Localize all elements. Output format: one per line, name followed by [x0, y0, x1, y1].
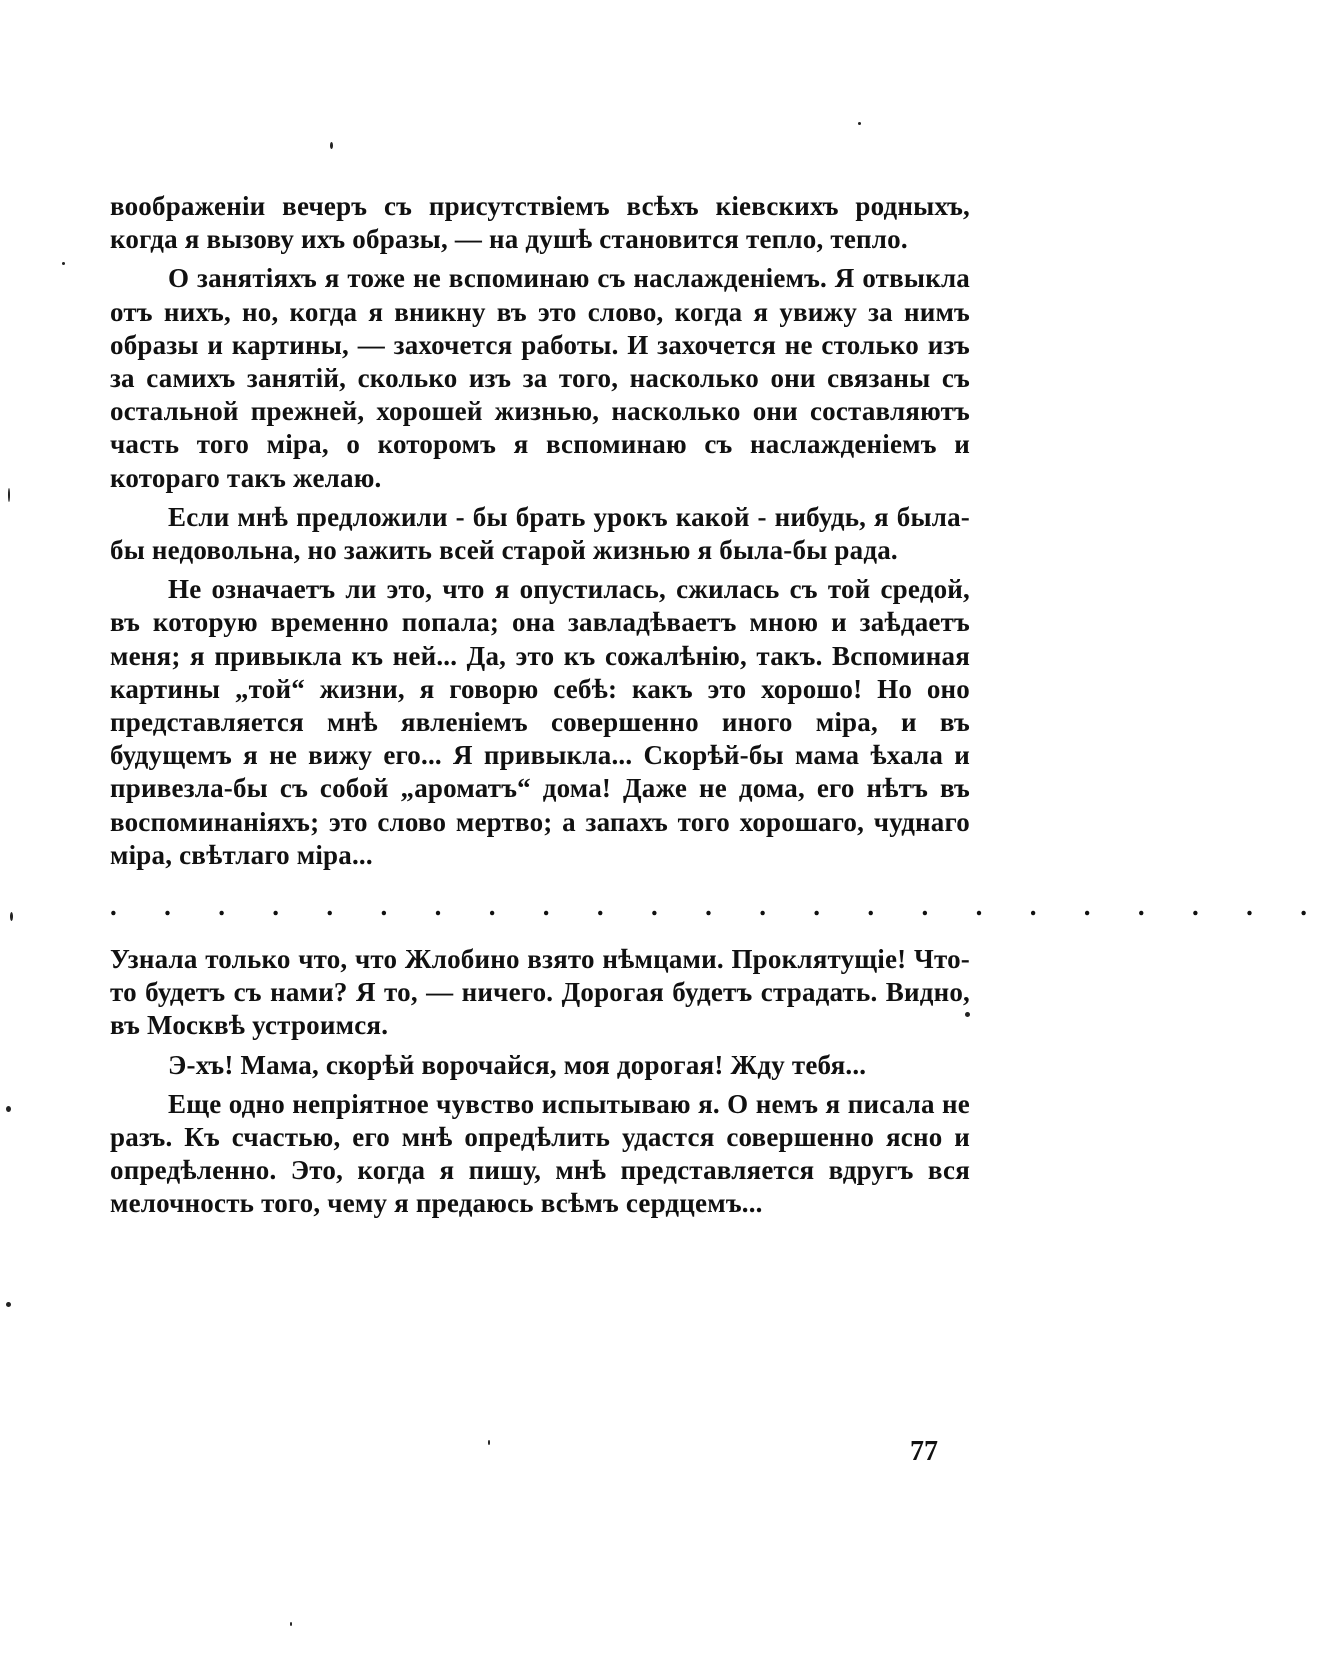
- paragraph-1: воображенiи вечеръ съ присутствiемъ всѣхъ кiевскихъ родныхъ, когда я вызову ихъ образы, — на душѣ становится тепло, тепло.: [110, 191, 970, 255]
- page-number: 77: [910, 1436, 938, 1467]
- scan-speck: [290, 1622, 292, 1626]
- paragraph-3: Если мнѣ предложили - бы брать урокъ какой - нибудь, я была-бы недовольна, но зажить всей старой жизнью я была-бы рада.: [110, 501, 970, 566]
- paragraph-4: Не означаетъ ли это, что я опустилась, сжилась съ той средой, въ которую временно попала; она завладѣваетъ мною и заѣдаетъ меня; я привыкла къ ней... Да, это къ сожалѣнiю, такъ. Вспоминая картины „той“ жизни, я говорю себѣ: какъ это хорошо! Но оно представляется мнѣ явленiемъ совершенно иного мiра, и въ будущемъ я не вижу его... Я привыкла... Скорѣй-бы мама ѣхала и привезла-бы съ собой „ароматъ“ дома! Даже не дома, его нѣтъ въ воспоминанiяхъ; это слово мертво; а запахъ того хорошаго, чуднаго мiра, свѣтлаго мiра...: [110, 574, 970, 870]
- scan-speck: [8, 488, 10, 502]
- scan-speck: [330, 142, 333, 149]
- scan-speck: [858, 122, 861, 125]
- paragraph-2: О занятiяхъ я тоже не вспоминаю съ наслажденiемъ. Я отвыкла отъ нихъ, но, когда я вникну въ это слово, когда я увижу за нимъ образы и картины, — захочется работы. И захочется не столько изъ за самихъ занятiй, сколько изъ за того, насколько они связаны съ остальной прежней, хорошей жизнью, насколько они составляютъ часть того мiра, о которомъ я вспоминаю съ наслажденiемъ и котораго такъ желаю.: [110, 263, 971, 493]
- scan-speck: [6, 1302, 11, 1307]
- paragraph-5: Узнала только что, что Жлобино взято нѣмцами. Проклятущiе! Что-то будетъ съ нами? Я то, — ничего. Дорогая будетъ страдать. Видно, въ Москвѣ устроимся.: [110, 944, 970, 1041]
- paragraph-7: Еще одно непрiятное чувство испытываю я. О немъ я писала не разъ. Къ счастью, его мнѣ опредѣлить удастся совершенно ясно и опредѣленно. Это, когда я пишу, мнѣ представляется вдругъ вся мелочность того, чему я предаюсь всѣмъ сердцемъ...: [110, 1088, 970, 1219]
- paragraph-6: Э-хъ! Мама, скорѣй ворочайся, моя дорогая! Жду тебя...: [168, 1049, 867, 1080]
- scan-speck: [10, 912, 13, 921]
- scan-speck: [62, 262, 65, 265]
- scan-speck: [965, 1012, 970, 1017]
- scan-speck: [488, 1440, 490, 1445]
- page-body: [110, 190, 1327, 1227]
- section-separator: . . . . . . . . . . . . . . . . . . . . . . .: [110, 891, 1327, 922]
- scan-speck: [6, 1106, 11, 1112]
